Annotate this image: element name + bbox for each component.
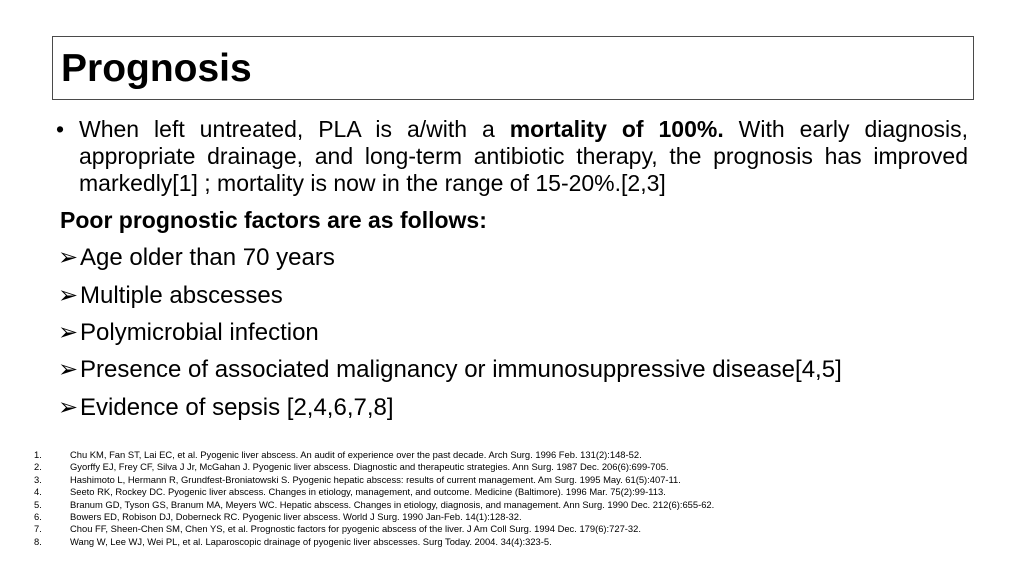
arrow-bullet-icon: ➢ [58, 356, 79, 383]
bullet-text-part-2: With early diagnosis, appropriate drainage, and long-term antibiotic therapy, the prognosis has improved markedly[1] ; mortality is now in the range of 15-20%.[2,3] [79, 116, 969, 196]
reference-text: Seeto RK, Rockey DC. Pyogenic liver abscess. Changes in etiology, management, and outcome. Medicine (Baltimore). 1996 Mar. 75(2):99-113. [70, 486, 666, 498]
bullet-dot-icon: • [56, 116, 65, 142]
bullet-text-part-1: When left untreated, PLA is a/with a [79, 116, 510, 142]
reference-number: 1. [34, 449, 42, 460]
reference-item [34, 474, 994, 486]
arrow-bullet-icon: ➢ [58, 319, 79, 346]
poor-factors-heading: Poor prognostic factors are as follows: [60, 207, 487, 233]
reference-number: 3. [34, 473, 42, 485]
factor-text: Presence of associated malignancy or immunosuppressive disease[4,5] [80, 356, 842, 383]
reference-number: 6. [34, 511, 42, 523]
reference-item [34, 461, 994, 473]
factor-item [58, 393, 394, 423]
reference-item [34, 449, 994, 461]
title-box [52, 36, 974, 100]
reference-text: Wang W, Lee WJ, Wei PL, et al. Laparoscopic drainage of pyogenic liver abscesses. Surg Today. 2004. 34(4):323-5. [70, 535, 552, 547]
reference-number: 7. [34, 523, 42, 535]
factor-text: Evidence of sepsis [2,4,6,7,8] [80, 394, 394, 421]
reference-text: Bowers ED, Robison DJ, Doberneck RC. Pyogenic liver abscess. World J Surg. 1990 Jan-Feb. 14(1):128-32. [70, 511, 522, 523]
reference-number: 2. [34, 461, 42, 473]
reference-text: Branum GD, Tyson GS, Branum MA, Meyers WC. Hepatic abscess. Changes in etiology, diagnosis, and management. Ann Surg. 1990 Dec. 212(6):655-62. [70, 498, 715, 510]
factor-item [58, 355, 842, 385]
reference-text: Gyorffy EJ, Frey CF, Silva J Jr, McGahan J. Pyogenic liver abscess. Diagnostic and therapeutic strategies. Ann Surg. 1987 Dec. 206(6):699-705. [70, 461, 669, 473]
factor-text: Age older than 70 years [80, 244, 335, 271]
main-bullet-text [79, 116, 968, 197]
reference-item [34, 486, 994, 498]
reference-text: Chou FF, Sheen-Chen SM, Chen YS, et al. Prognostic factors for pyogenic abscess of the liver. J Am Coll Surg. 1994 Dec. 179(6):727-32. [70, 523, 641, 535]
reference-item [34, 499, 994, 511]
arrow-bullet-icon: ➢ [58, 244, 79, 271]
main-bullet [56, 116, 968, 197]
factor-item [58, 281, 283, 311]
reference-number: 5. [34, 498, 42, 510]
bullet-bold-text: mortality of 100%. [509, 116, 724, 142]
arrow-bullet-icon: ➢ [58, 394, 79, 421]
factor-text: Multiple abscesses [80, 282, 283, 309]
reference-number: 8. [34, 535, 42, 547]
reference-item [34, 536, 994, 548]
factor-item [58, 243, 335, 273]
reference-number: 4. [34, 486, 42, 498]
arrow-bullet-icon: ➢ [58, 282, 79, 309]
slide-title: Prognosis [61, 47, 252, 90]
reference-item [34, 511, 994, 523]
references-list [34, 449, 994, 548]
factor-text: Polymicrobial infection [80, 319, 319, 346]
factor-item [58, 318, 319, 348]
reference-item [34, 523, 994, 535]
reference-text: Chu KM, Fan ST, Lai EC, et al. Pyogenic liver abscess. An audit of experience over the past decade. Arch Surg. 1996 Feb. 131(2):148-52. [70, 449, 642, 460]
reference-text: Hashimoto L, Hermann R, Grundfest-Broniatowski S. Pyogenic hepatic abscess: results of current management. Am Surg. 1995 May. 61(5):407-11. [70, 473, 681, 485]
